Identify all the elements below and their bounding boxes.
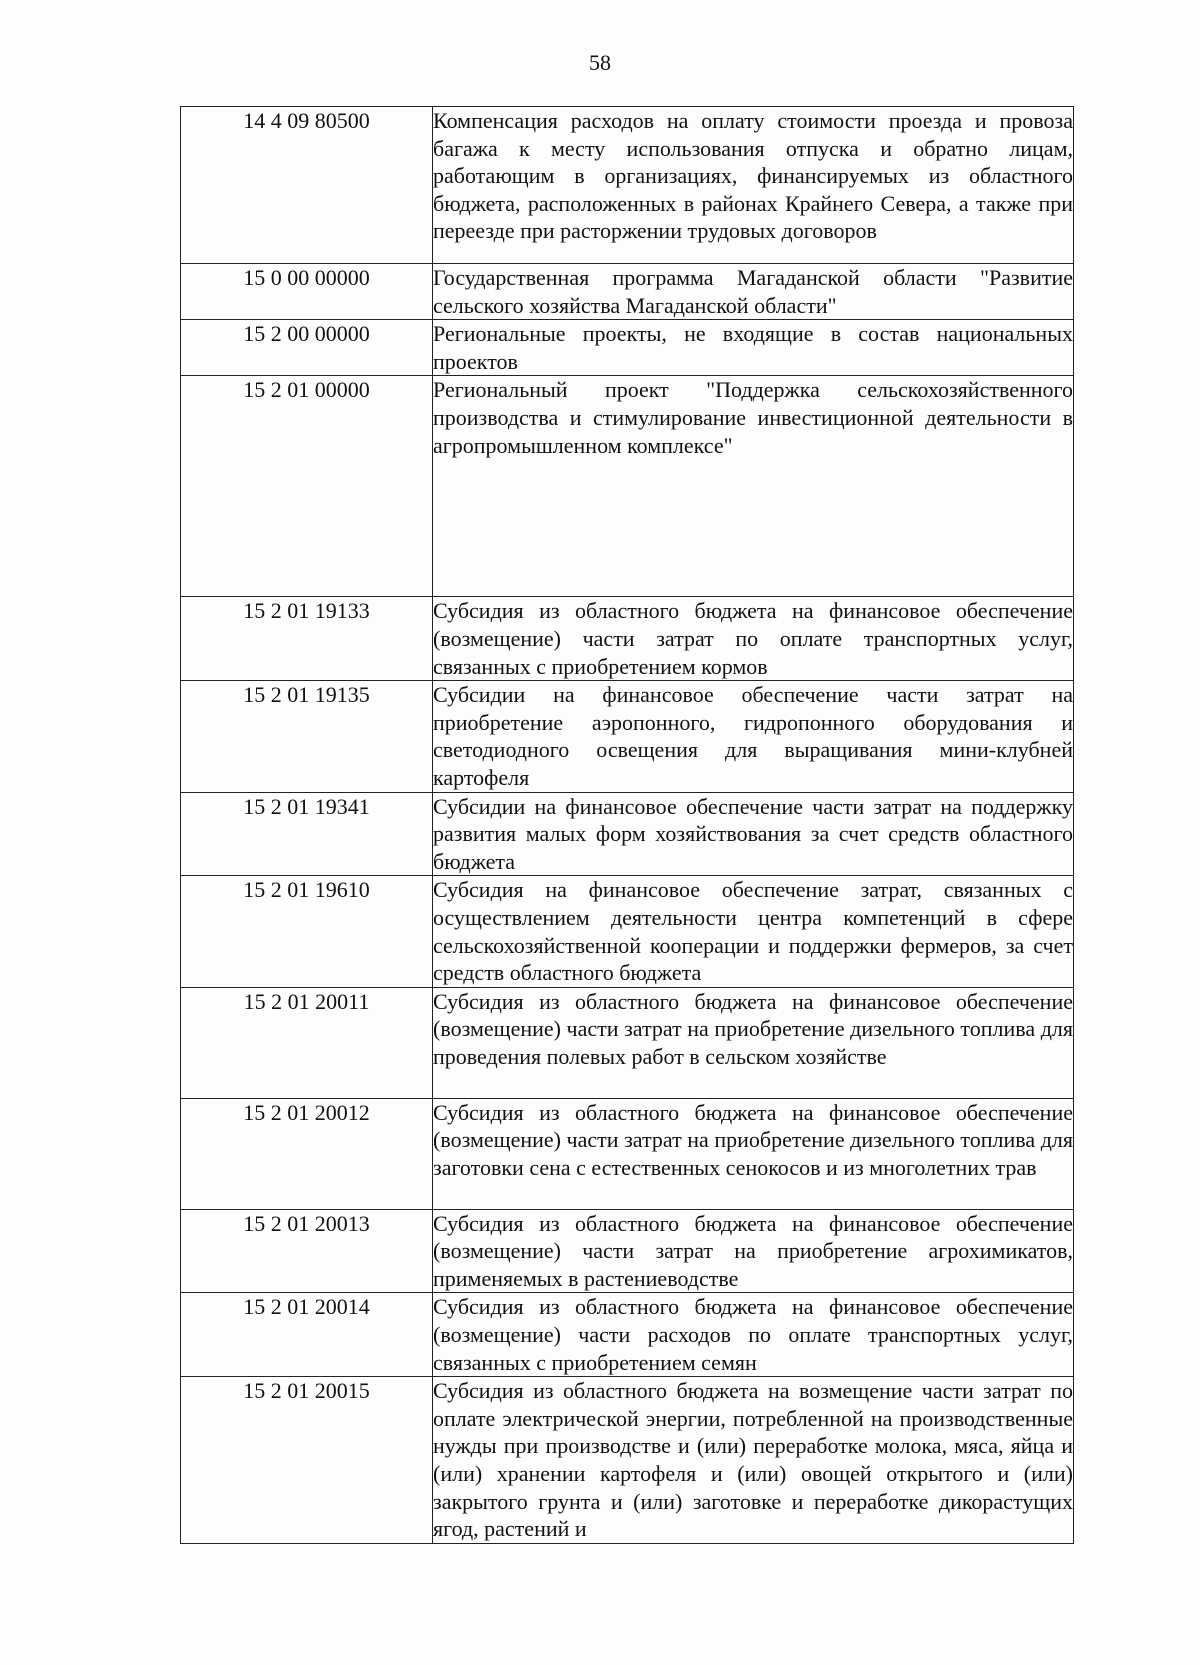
description-cell xyxy=(433,792,1074,876)
table-row xyxy=(181,320,1074,376)
description-text: Субсидии на финансовое обеспечение части затрат на поддержку развития малых форм хозяйствования за счет средств областного бюджета xyxy=(433,793,1073,874)
table-row xyxy=(181,1293,1074,1377)
code-cell: 15 2 01 19135 xyxy=(181,681,433,792)
table-row xyxy=(181,792,1074,876)
description-text: Субсидия из областного бюджета на финансовое обеспечение (возмещение) части затрат на приобретение агрохимикатов, применяемых в растениеводстве xyxy=(433,1210,1073,1291)
description-text: Субсидия из областного бюджета на финансовое обеспечение (возмещение) части затрат по оплате транспортных услуг, связанных с приобретением кормов xyxy=(433,598,1073,679)
code-cell: 15 2 01 00000 xyxy=(181,376,433,597)
description-text: Региональные проекты, не входящие в состав национальных проектов xyxy=(433,321,1073,374)
description-text: Субсидия из областного бюджета на финансовое обеспечение (возмещение) части затрат на приобретение дизельного топлива для заготовки сена с естественных сенокосов и из многолетних трав xyxy=(433,1099,1073,1180)
budget-codes-table xyxy=(180,106,1074,1544)
table-row xyxy=(181,1209,1074,1293)
description-text: Региональный проект "Поддержка сельскохозяйственного производства и стимулирование инвестиционной деятельности в агропромышленном комплексе" xyxy=(433,377,1073,458)
description-cell xyxy=(433,681,1074,792)
description-cell xyxy=(433,264,1074,320)
table-row xyxy=(181,264,1074,320)
table-row xyxy=(181,376,1074,597)
description-cell xyxy=(433,597,1074,681)
page-number: 58 xyxy=(589,50,611,75)
description-cell xyxy=(433,107,1074,264)
table-row xyxy=(181,1377,1074,1544)
code-cell: 15 2 01 20015 xyxy=(181,1377,433,1544)
code-cell: 15 2 01 19133 xyxy=(181,597,433,681)
description-cell xyxy=(433,376,1074,597)
code-cell: 15 2 01 19610 xyxy=(181,876,433,987)
description-cell xyxy=(433,876,1074,987)
table-row xyxy=(181,597,1074,681)
table-row xyxy=(181,876,1074,987)
code-cell: 15 2 01 20013 xyxy=(181,1209,433,1293)
code-cell: 15 2 01 19341 xyxy=(181,792,433,876)
description-text: Компенсация расходов на оплату стоимости проезда и провоза багажа к месту использования отпуска и обратно лицам, работающим в организациях, финансируемых из областного бюджета, расположенных в районах Крайнего Севера, а также при переезде при расторжении трудовых договоров xyxy=(433,108,1073,244)
description-cell xyxy=(433,987,1074,1098)
table-row xyxy=(181,987,1074,1098)
description-cell xyxy=(433,1293,1074,1377)
description-cell xyxy=(433,1098,1074,1209)
description-cell xyxy=(433,1209,1074,1293)
description-text: Субсидия из областного бюджета на финансовое обеспечение (возмещение) части затрат на приобретение дизельного топлива для проведения полевых работ в сельском хозяйстве xyxy=(433,988,1073,1069)
code-cell: 15 2 01 20012 xyxy=(181,1098,433,1209)
code-cell: 15 2 01 20014 xyxy=(181,1293,433,1377)
description-text: Субсидия на финансовое обеспечение затрат, связанных с осуществлением деятельности центра компетенций в сфере сельскохозяйственной кооперации и поддержки фермеров, за счет средств областного бюджета xyxy=(433,877,1073,986)
description-text: Субсидия из областного бюджета на финансовое обеспечение (возмещение) части расходов по оплате транспортных услуг, связанных с приобретением семян xyxy=(433,1294,1073,1375)
table-row xyxy=(181,681,1074,792)
description-text: Субсидии на финансовое обеспечение части затрат на приобретение аэропонного, гидропонного оборудования и светодиодного освещения для выращивания мини-клубней картофеля xyxy=(433,682,1073,790)
description-text: Субсидия из областного бюджета на возмещение части затрат по оплате электрической энергии, потребленной на производственные нужды при производстве и (или) переработке молока, мяса, яйца и (или) хранении картофеля и (или) овощей открытого и (или) закрытого грунта и (или) заготовке и переработке дикорастущих ягод, растений и xyxy=(433,1378,1073,1542)
table-row xyxy=(181,1098,1074,1209)
description-cell xyxy=(433,1377,1074,1544)
code-cell: 14 4 09 80500 xyxy=(181,107,433,264)
code-cell: 15 2 00 00000 xyxy=(181,320,433,376)
code-cell: 15 2 01 20011 xyxy=(181,987,433,1098)
code-cell: 15 0 00 00000 xyxy=(181,264,433,320)
table-row xyxy=(181,107,1074,264)
description-text: Государственная программа Магаданской области "Развитие сельского хозяйства Магаданской области" xyxy=(433,265,1073,318)
description-cell xyxy=(433,320,1074,376)
